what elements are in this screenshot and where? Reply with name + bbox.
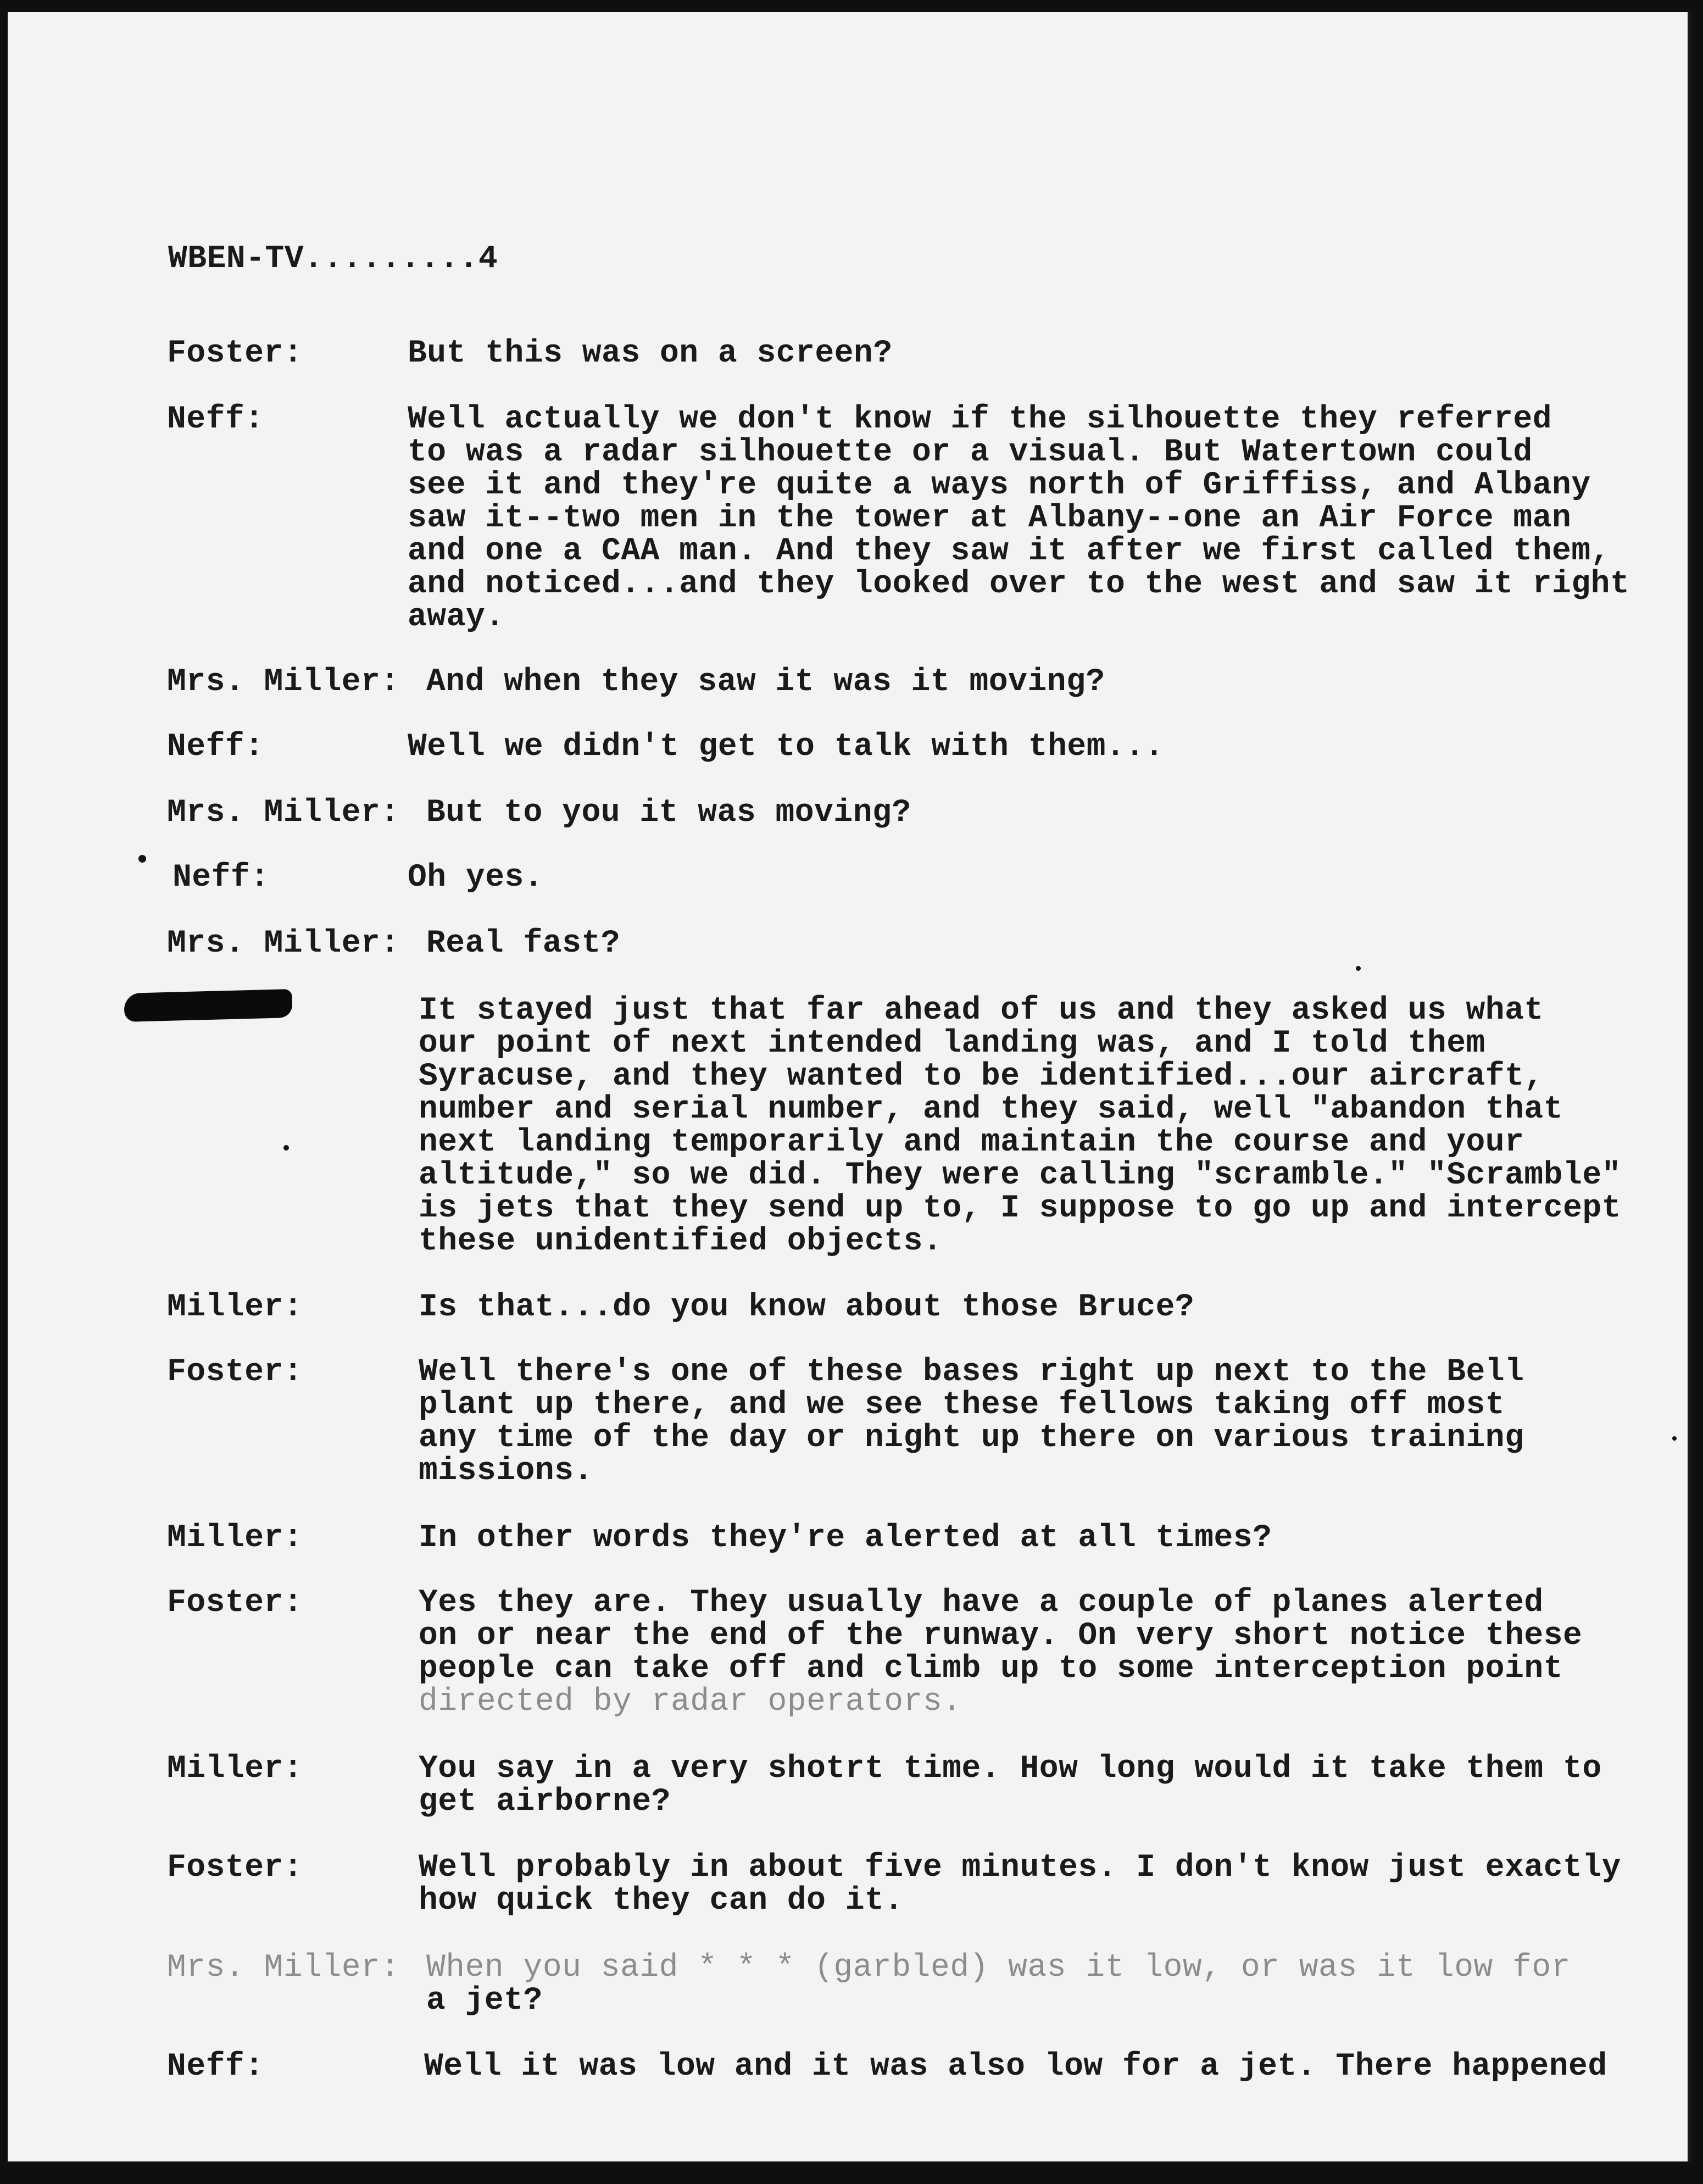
speech-line: away.	[408, 599, 505, 635]
ink-mark	[1672, 1436, 1677, 1441]
speaker-label: Miller:	[167, 1520, 303, 1556]
speech-line: people can take off and climb up to some interception point	[419, 1651, 1563, 1687]
speech-line: is jets that they send up to, I suppose to go up and intercept	[419, 1191, 1621, 1226]
speaker-label: Mrs. Miller:	[167, 664, 400, 700]
speaker-label: Neff:	[172, 860, 270, 896]
speech-line: on or near the end of the runway. On very short notice these	[419, 1618, 1583, 1654]
speaker-label: Miller:	[167, 1290, 303, 1325]
ink-mark	[283, 1145, 289, 1151]
speech-line: Oh yes.	[408, 860, 544, 896]
speech-line: these unidentified objects.	[419, 1224, 943, 1259]
speech-line: plant up there, and we see these fellows taking off most	[419, 1387, 1505, 1423]
speaker-label: Foster:	[167, 1585, 303, 1621]
speaker-label: Foster:	[167, 1850, 303, 1886]
speaker-label: Mrs. Miller:	[167, 926, 400, 962]
speech-line: Well it was low and it was also low for a jet. There happened	[424, 2049, 1607, 2085]
speech-line: next landing temporarily and maintain the course and your	[419, 1125, 1524, 1160]
speech-line: Well probably in about five minutes. I don't know just exactly	[419, 1850, 1621, 1886]
speech-line: Real fast?	[426, 926, 621, 962]
speaker-label: Mrs. Miller:	[167, 1950, 400, 1986]
speech-line: Well actually we don't know if the silhouette they referred	[408, 402, 1552, 437]
speech-line: Syracuse, and they wanted to be identified...our aircraft,	[419, 1059, 1544, 1094]
speaker-label: Neff:	[167, 402, 264, 437]
speech-line: Well we didn't get to talk with them...	[408, 729, 1164, 765]
speech-line: Yes they are. They usually have a couple of planes alerted	[419, 1585, 1544, 1621]
speech-line: how quick they can do it.	[419, 1883, 904, 1919]
speech-line: And when they saw it was it moving?	[426, 664, 1105, 700]
page-header: WBEN-TV.........4	[168, 241, 498, 277]
speech-line: Is that...do you know about those Bruce?	[419, 1290, 1195, 1325]
speech-line: any time of the day or night up there on various training	[419, 1420, 1524, 1456]
ink-mark	[138, 855, 146, 863]
speech-line: But this was on a screen?	[408, 336, 893, 371]
speaker-label: Foster:	[167, 336, 303, 371]
speaker-label: Neff:	[167, 729, 264, 765]
speaker-label: Neff:	[167, 2049, 264, 2085]
speech-line: directed by radar operators.	[419, 1684, 962, 1720]
speech-line: our point of next intended landing was, and I told them	[419, 1026, 1485, 1062]
speaker-label: Mrs. Miller:	[167, 795, 400, 831]
speech-line: Well there's one of these bases right up next to the Bell	[419, 1354, 1524, 1390]
speech-line: and noticed...and they looked over to the west and saw it right	[408, 566, 1630, 602]
speech-line: When you said * * * (garbled) was it low, or was it low for	[426, 1950, 1571, 1986]
ink-mark	[1356, 966, 1361, 971]
speech-line: and one a CAA man. And they saw it after we first called them,	[408, 534, 1610, 569]
scan-border	[0, 2162, 1703, 2184]
speaker-label: Miller:	[167, 1751, 303, 1787]
speech-line: You say in a very shotrt time. How long would it take them to	[419, 1751, 1602, 1787]
document-page	[8, 12, 1691, 2161]
speech-line: a jet?	[426, 1983, 543, 2019]
speech-line: saw it--two men in the tower at Albany--one an Air Force man	[408, 501, 1572, 536]
speech-line: see it and they're quite a ways north of Griffiss, and Albany	[408, 468, 1591, 503]
redacted-speaker-name	[124, 989, 292, 1022]
speech-line: missions.	[419, 1453, 593, 1489]
speech-line: In other words they're alerted at all times?	[419, 1520, 1272, 1556]
speech-line: It stayed just that far ahead of us and they asked us what	[419, 993, 1544, 1029]
speech-line: number and serial number, and they said, well "abandon that	[419, 1092, 1563, 1127]
speech-line: to was a radar silhouette or a visual. But Watertown could	[408, 435, 1533, 470]
speech-line: altitude," so we did. They were calling "scramble." "Scramble"	[419, 1158, 1621, 1193]
speech-line: But to you it was moving?	[426, 795, 911, 831]
speech-line: get airborne?	[419, 1784, 671, 1820]
speaker-label: Foster:	[167, 1354, 303, 1390]
